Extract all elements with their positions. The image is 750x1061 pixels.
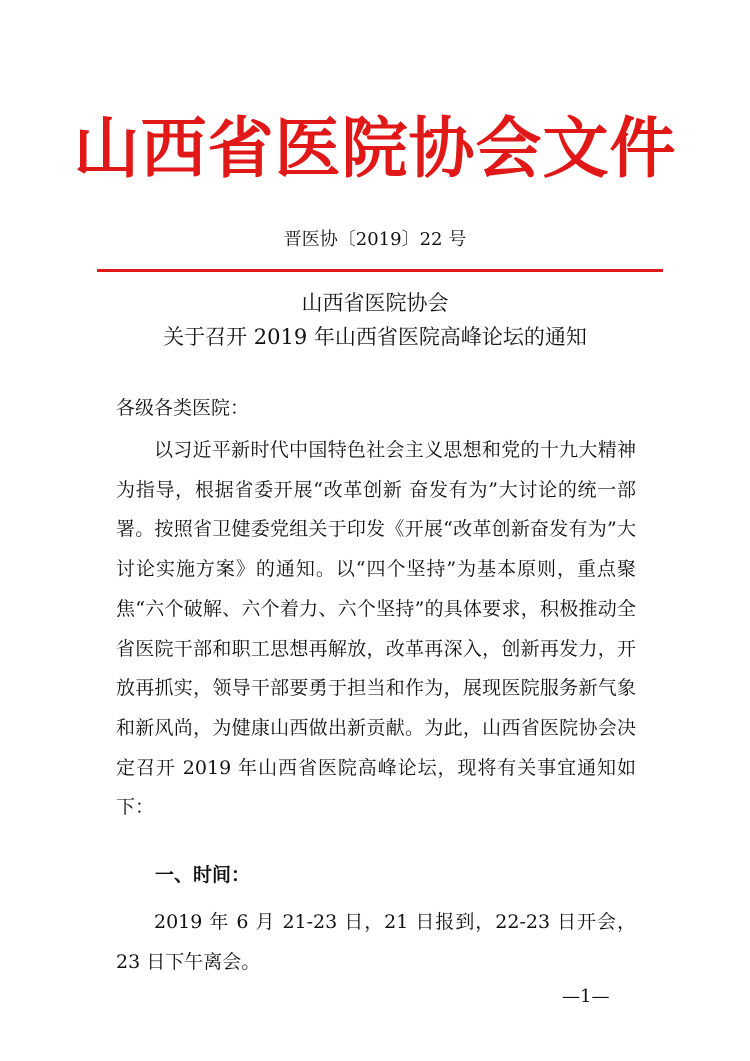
document-number: 晋医协〔2019〕22 号 [283, 229, 467, 250]
title-line-organization: 山西省医院协会 [301, 291, 449, 315]
document-masthead: 山西省医院协会文件 [73, 109, 677, 187]
salutation: 各级各类医院： [116, 397, 250, 419]
notice-title [0, 286, 750, 354]
red-divider-line [97, 269, 663, 272]
body-paragraph: 以习近平新时代中国特色社会主义思想和党的十九大精神为指导，根据省委开展“改革创新 奋发有为”大讨论的统一部署。按照省卫健委党组关于印发《开展“改革创新奋发有为”大讨论实施方案》的通知。以“四个坚持”为基本原则，重点聚焦“六个破解、六个着力、六个坚持”的具体要求，积极推动全省医院干部和职工思想再解放，改革再深入，创新再发力，开放再抓实，领导干部要勇于担当和作为，展现医院服务新气象和新风尚，为健康山西做出新贡献。为此，山西省医院协会决定召开 2019 年山西省医院高峰论坛，现将有关事宜通知如下： [116, 439, 636, 819]
section-heading-time: 一、时间： [155, 864, 251, 886]
page-number: —1— [562, 986, 610, 1007]
title-line-subject: 关于召开 2019 年山西省医院高峰论坛的通知 [163, 325, 587, 349]
section-text-time: 2019 年 6 月 21-23 日，21 日报到，22-23 日开会，23 日下午离会。 [116, 911, 636, 973]
